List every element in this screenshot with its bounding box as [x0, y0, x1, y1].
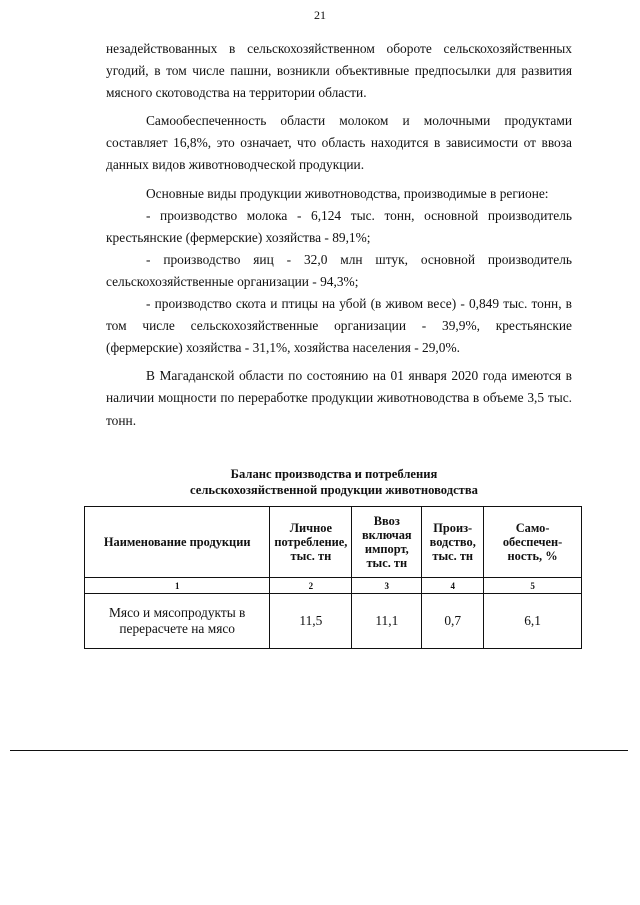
- body-text: [106, 38, 572, 432]
- table-title-line-2: сельскохозяйственной продукции животноводства: [190, 483, 478, 497]
- table-title: [86, 466, 582, 498]
- table-row: [85, 594, 582, 649]
- table-title-line-1: Баланс производства и потребления: [230, 467, 438, 481]
- paragraph-3: Основные виды продукции животноводства, производимые в регионе:: [146, 185, 549, 201]
- list-item-eggs: - производство яиц - 32,0 млн штук, основной производитель сельскохозяйственные организации - 94,3%;: [106, 251, 572, 289]
- header-product-name: Наименование продукции: [85, 507, 270, 578]
- header-self-sufficiency: Само-обеспечен-ность, %: [484, 507, 582, 578]
- cell-product-name: Мясо и мясопродукты в перерасчете на мясо: [85, 594, 270, 649]
- column-number: 2: [270, 578, 352, 594]
- column-number: 3: [352, 578, 422, 594]
- table-header-row: [85, 507, 582, 578]
- cell-self-sufficiency: 6,1: [484, 594, 582, 649]
- paragraph-2: Самообеспеченность области молоком и молочными продуктами составляет 16,8%, это означает, что область находится в зависимости от ввоза данных видов животноводческой продукции.: [106, 113, 572, 173]
- cell-production: 0,7: [422, 594, 484, 649]
- header-production: Произ-водство, тыс. тн: [422, 507, 484, 578]
- paragraph-1: незадействованных в сельскохозяйственном обороте сельскохозяйственных угодий, в том числе пашни, возникли объективные предпосылки для развития мясного скотоводства на территории области.: [106, 41, 572, 101]
- list-item-milk: - производство молока - 6,124 тыс. тонн, основной производитель крестьянские (фермерские) хозяйства - 89,1%;: [106, 207, 572, 245]
- column-number: 4: [422, 578, 484, 594]
- list-item-livestock: - производство скота и птицы на убой (в живом весе) - 0,849 тыс. тонн, в том числе сельскохозяйственные организации - 39,9%, крестьянские (фермерские) хозяйства - 31,1%, хозяйства населения - 29,0%.: [106, 296, 572, 356]
- paragraph-capacity: В Магаданской области по состоянию на 01 января 2020 года имеются в наличии мощности по переработке продукции животноводства в объеме 3,5 тыс. тонн.: [106, 368, 572, 428]
- table-column-numbers-row: [85, 578, 582, 594]
- cell-import: 11,1: [352, 594, 422, 649]
- column-number: 5: [484, 578, 582, 594]
- bottom-rule: [10, 750, 628, 751]
- column-number: 1: [85, 578, 270, 594]
- cell-personal-consumption: 11,5: [270, 594, 352, 649]
- page-number: 21: [314, 8, 326, 22]
- header-personal-consumption: Личное потребление, тыс. тн: [270, 507, 352, 578]
- balance-table: [84, 506, 582, 649]
- header-import: Ввоз включая импорт, тыс. тн: [352, 507, 422, 578]
